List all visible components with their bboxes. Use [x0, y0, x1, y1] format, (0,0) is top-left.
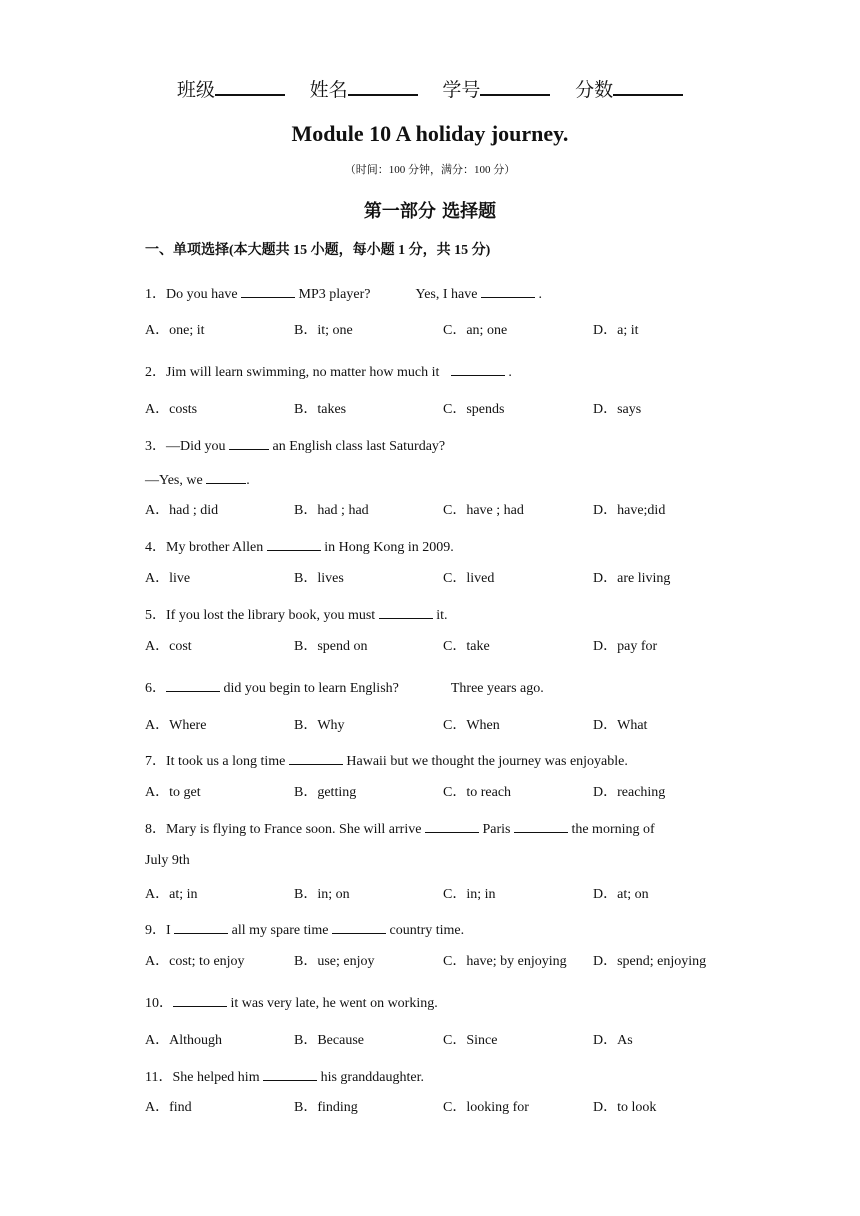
question-text: it was very late, he went on working. [227, 996, 438, 1011]
id-blank[interactable] [480, 76, 550, 96]
option-d[interactable]: D．reaching [593, 785, 666, 800]
option-a[interactable]: A．one; it [145, 323, 205, 338]
name-field[interactable] [310, 80, 418, 101]
question-text: in Hong Kong in 2009. [320, 540, 454, 555]
option-a[interactable]: A．had ; did [145, 503, 219, 518]
question-text: Paris [478, 822, 514, 837]
question-number: 9． [145, 923, 166, 938]
page-title: Module 10 A holiday journey. [291, 121, 569, 146]
option-d[interactable]: D．pay for [593, 639, 658, 654]
option-d[interactable]: D．have;did [593, 503, 666, 518]
question-text: Jim will learn swimming, no matter how much it [166, 365, 443, 380]
question-2 [145, 361, 512, 382]
question-text: country time. [385, 923, 465, 938]
question-text: She helped him [172, 1070, 264, 1085]
option-b[interactable]: B．use; enjoy [294, 954, 375, 969]
answer-blank[interactable] [174, 919, 228, 934]
question-number: 6． [145, 681, 166, 696]
question-text: If you lost the library book, you must [166, 608, 379, 623]
answer-blank[interactable] [263, 1066, 317, 1081]
option-c[interactable]: C．When [443, 718, 500, 733]
option-b[interactable]: B．lives [294, 571, 344, 586]
answer-blank[interactable] [206, 469, 246, 484]
score-label: 分数 [575, 80, 614, 101]
option-b[interactable]: B．it; one [294, 323, 353, 338]
question-text: did you begin to learn English? [220, 681, 399, 696]
option-d[interactable]: D．are living [593, 571, 671, 586]
question-text: it. [432, 608, 448, 623]
option-c[interactable]: C．spends [443, 402, 505, 417]
question-number: 10． [145, 996, 173, 1011]
option-a[interactable]: A．cost; to enjoy [145, 954, 245, 969]
option-c[interactable]: C．Since [443, 1033, 498, 1048]
question-1 [145, 283, 542, 304]
question-9 [145, 919, 464, 940]
question-3 [145, 435, 445, 456]
answer-blank[interactable] [289, 750, 343, 765]
option-d[interactable]: D．spend; enjoying [593, 954, 707, 969]
option-a[interactable]: A．Where [145, 718, 207, 733]
answer-blank[interactable] [451, 361, 505, 376]
answer-blank[interactable] [481, 283, 535, 298]
option-d[interactable]: D．As [593, 1033, 633, 1048]
option-d[interactable]: D．to look [593, 1100, 657, 1115]
option-c[interactable]: C．lived [443, 571, 495, 586]
question-11 [145, 1066, 424, 1087]
score-blank[interactable] [613, 76, 683, 96]
option-d[interactable]: D．a; it [593, 323, 639, 338]
question-text: July 9th [145, 853, 190, 868]
answer-blank[interactable] [241, 283, 295, 298]
option-b[interactable]: B．Because [294, 1033, 364, 1048]
option-b[interactable]: B．had ; had [294, 503, 369, 518]
question-8-continued [145, 852, 190, 870]
question-text: I [166, 923, 175, 938]
name-label: 姓名 [309, 80, 348, 101]
question-text: Do you have [166, 287, 242, 302]
answer-text: Yes, I have [415, 287, 481, 302]
section-heading: 一、单项选择(本大题共 15 小题，每小题 1 分，共 15 分) [145, 243, 491, 258]
id-field[interactable] [442, 80, 550, 101]
question-10 [145, 992, 438, 1013]
question-text: MP3 player? [295, 287, 371, 302]
option-b[interactable]: B．takes [294, 402, 347, 417]
question-text: his granddaughter. [317, 1070, 425, 1085]
score-field[interactable] [575, 80, 683, 101]
part-heading: 第一部分 选择题 [363, 201, 497, 222]
question-text: . [534, 287, 542, 302]
option-a[interactable]: A．find [145, 1100, 192, 1115]
option-a[interactable]: A．live [145, 571, 191, 586]
answer-blank[interactable] [229, 435, 269, 450]
option-b[interactable]: B．spend on [294, 639, 368, 654]
question-number: 2． [145, 365, 166, 380]
option-c[interactable]: C．have; by enjoying [443, 954, 567, 969]
question-5 [145, 604, 447, 625]
id-label: 学号 [442, 80, 481, 101]
question-text: —Did you [166, 439, 229, 454]
answer-blank[interactable] [332, 919, 386, 934]
option-a[interactable]: A．to get [145, 785, 201, 800]
question-text: . [246, 473, 250, 488]
answer-blank[interactable] [267, 536, 321, 551]
question-6 [145, 677, 544, 698]
option-b[interactable]: B．Why [294, 718, 345, 733]
class-blank[interactable] [215, 76, 285, 96]
option-b[interactable]: B．in; on [294, 887, 350, 902]
answer-text: Three years ago. [450, 681, 544, 696]
question-text: Hawaii but we thought the journey was enjoyable. [342, 754, 628, 769]
option-c[interactable]: C．to reach [443, 785, 512, 800]
answer-blank[interactable] [425, 818, 479, 833]
answer-blank[interactable] [173, 992, 227, 1007]
option-c[interactable]: C．take [443, 639, 490, 654]
name-blank[interactable] [348, 76, 418, 96]
question-text: an English class last Saturday? [269, 439, 446, 454]
question-text: —Yes, we [145, 473, 207, 488]
option-a[interactable]: A．cost [145, 639, 192, 654]
question-text: It took us a long time [166, 754, 289, 769]
question-text: Mary is flying to France soon. She will arrive [166, 822, 425, 837]
option-c[interactable]: C．have ; had [443, 503, 524, 518]
option-d[interactable]: D．at; on [593, 887, 649, 902]
option-a[interactable]: A．Although [145, 1033, 222, 1048]
option-c[interactable]: C．an; one [443, 323, 508, 338]
answer-blank[interactable] [514, 818, 568, 833]
answer-blank[interactable] [166, 677, 220, 692]
question-number: 5． [145, 608, 166, 623]
question-7 [145, 750, 628, 771]
option-a[interactable]: A．at; in [145, 887, 198, 902]
question-text: . [504, 365, 512, 380]
option-c[interactable]: C．in; in [443, 887, 496, 902]
class-field[interactable] [177, 80, 285, 101]
option-d[interactable]: D．What [593, 718, 648, 733]
answer-blank[interactable] [379, 604, 433, 619]
class-label: 班级 [176, 80, 215, 101]
time-score-note: （时间：100 分钟，满分：100 分） [344, 164, 516, 176]
option-b[interactable]: B．getting [294, 785, 357, 800]
option-b[interactable]: B．finding [294, 1100, 358, 1115]
option-d[interactable]: D．says [593, 402, 642, 417]
question-number: 3． [145, 439, 166, 454]
student-info-row [0, 76, 860, 103]
question-number: 7． [145, 754, 166, 769]
question-4 [145, 536, 454, 557]
question-text: the morning of [567, 822, 655, 837]
question-text: My brother Allen [166, 540, 267, 555]
question-number: 1． [145, 287, 166, 302]
question-3-reply [145, 469, 250, 490]
option-c[interactable]: C．looking for [443, 1100, 529, 1115]
question-text: all my spare time [228, 923, 332, 938]
question-8 [145, 818, 655, 839]
option-a[interactable]: A．costs [145, 402, 198, 417]
question-number: 8． [145, 822, 166, 837]
question-number: 4． [145, 540, 166, 555]
question-number: 11． [145, 1070, 173, 1085]
